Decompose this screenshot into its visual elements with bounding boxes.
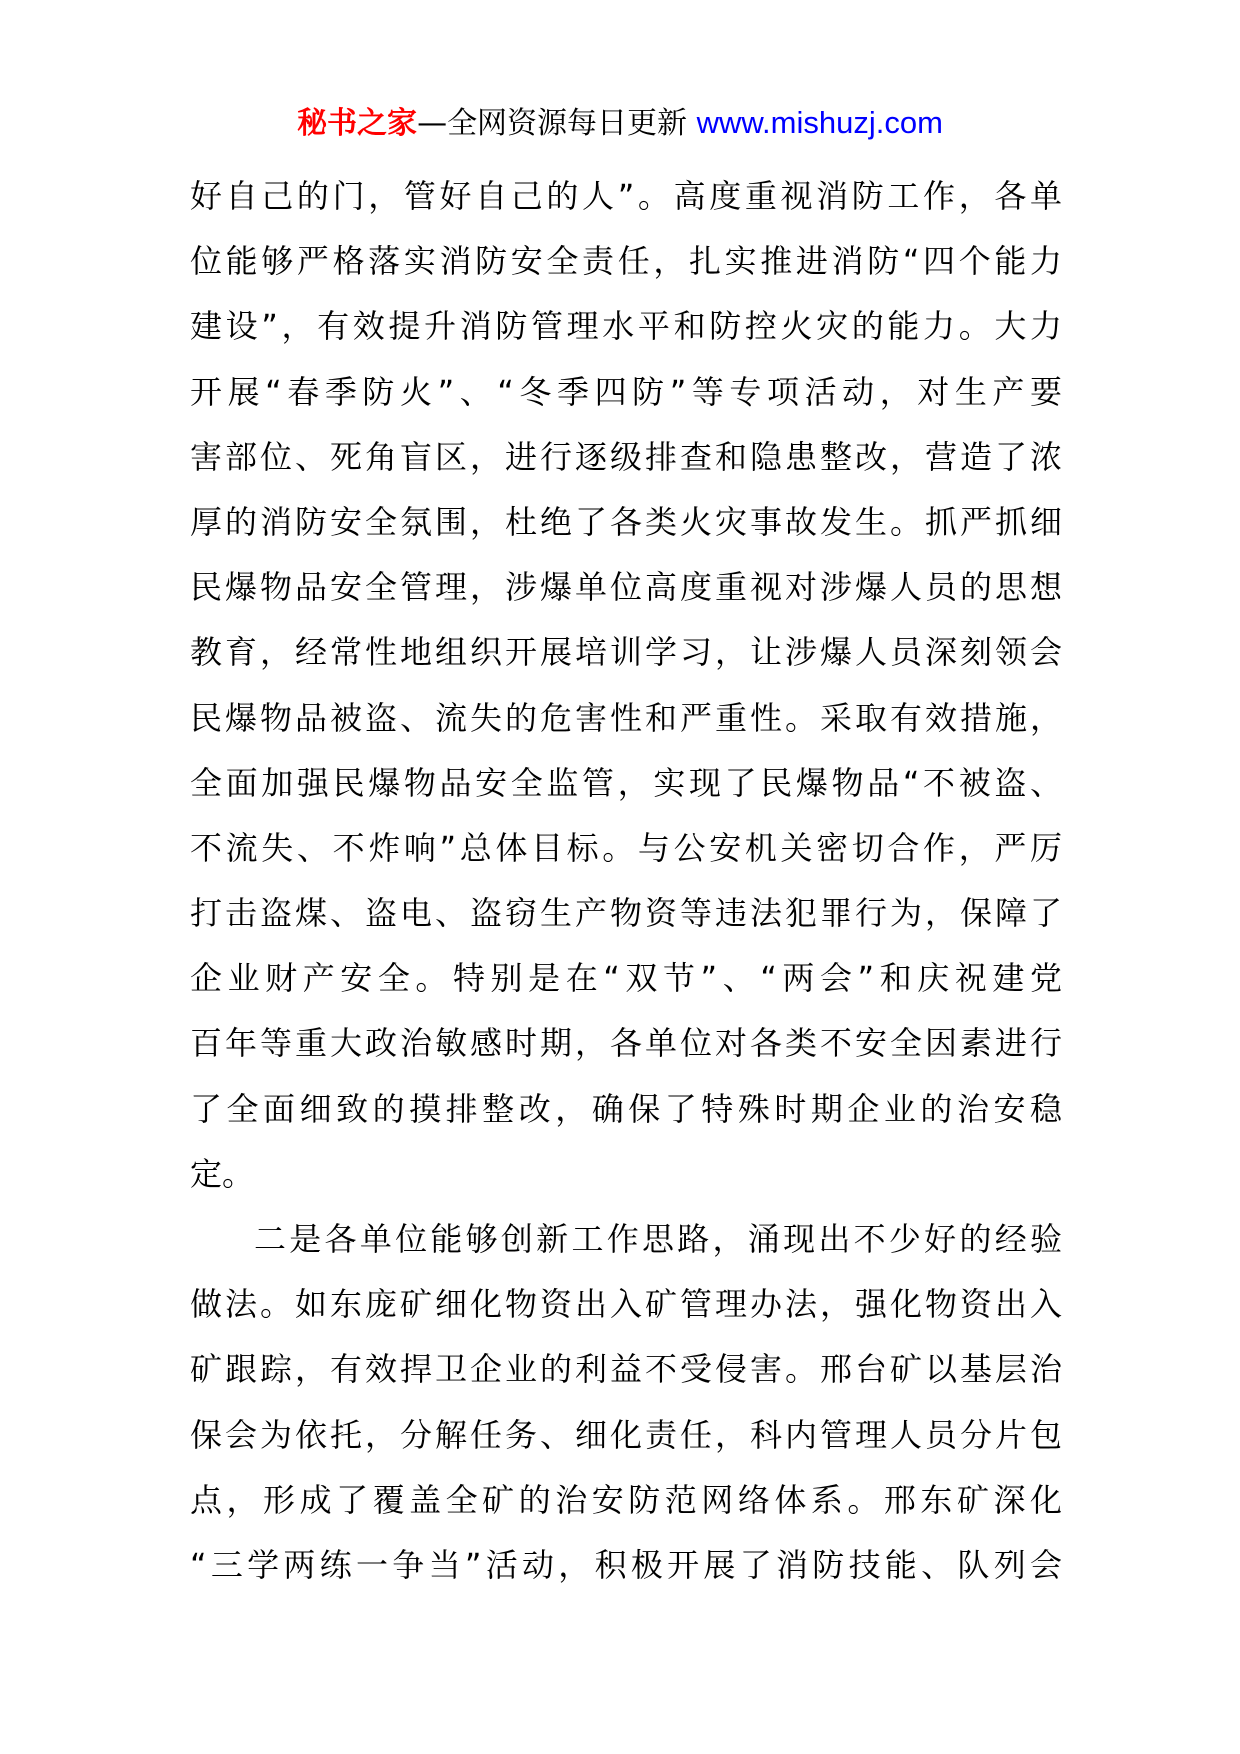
- text-line: 点，形成了覆盖全矿的治安防范网络体系。邢东矿深化: [190, 1480, 1062, 1519]
- site-header: [0, 100, 1240, 147]
- text-line: 民爆物品被盗、流失的危害性和严重性。采取有效措施，: [190, 698, 1062, 737]
- text-line: 矿跟踪，有效捍卫企业的利益不受侵害。邢台矿以基层治: [190, 1350, 1062, 1389]
- text-line: 了全面细致的摸排整改，确保了特殊时期企业的治安稳: [190, 1089, 1062, 1128]
- text-line: 好自己的门，管好自己的人”。高度重视消防工作，各单: [190, 177, 1062, 215]
- text-line: 打击盗煤、盗电、盗窃生产物资等违法犯罪行为，保障了: [190, 894, 1062, 933]
- text-line: 全面加强民爆物品安全监管，实现了民爆物品“不被盗、: [190, 763, 1062, 802]
- paragraph-2: [190, 1207, 1062, 1598]
- text-line: 教育，经常性地组织开展培训学习，让涉爆人员深刻领会: [190, 633, 1062, 672]
- site-url[interactable]: www.mishuzj.com: [696, 105, 943, 140]
- text-line: “三学两练一争当”活动，积极开展了消防技能、队列会: [190, 1545, 1062, 1584]
- text-line: 定。: [190, 1154, 255, 1193]
- text-line: 厚的消防安全氛围，杜绝了各类火灾事故发生。抓严抓细: [190, 502, 1062, 541]
- text-line: 二是各单位能够创新工作思路，涌现出不少好的经验: [254, 1220, 1062, 1258]
- document-body: [190, 164, 1062, 1598]
- site-brand: 秘书之家: [297, 106, 418, 141]
- text-line: 不流失、不炸响”总体目标。与公安机关密切合作，严厉: [190, 828, 1062, 867]
- text-line: 开展“春季防火”、“冬季四防”等专项活动，对生产要: [190, 372, 1062, 411]
- text-line: 民爆物品安全管理，涉爆单位高度重视对涉爆人员的思想: [190, 568, 1062, 607]
- text-line: 建设”，有效提升消防管理水平和防控火灾的能力。大力: [190, 307, 1062, 346]
- text-line: 位能够严格落实消防安全责任，扎实推进消防“四个能力: [190, 242, 1062, 281]
- paragraph-1: [190, 164, 1062, 1207]
- text-line: 做法。如东庞矿细化物资出入矿管理办法，强化物资出入: [190, 1285, 1062, 1324]
- text-line: 企业财产安全。特别是在“双节”、“两会”和庆祝建党: [190, 959, 1062, 998]
- site-tagline: —全网资源每日更新: [417, 106, 697, 141]
- text-line: 保会为依托，分解任务、细化责任，科内管理人员分片包: [190, 1415, 1062, 1454]
- text-line: 害部位、死角盲区，进行逐级排查和隐患整改，营造了浓: [190, 437, 1062, 476]
- text-line: 百年等重大政治敏感时期，各单位对各类不安全因素进行: [190, 1024, 1062, 1063]
